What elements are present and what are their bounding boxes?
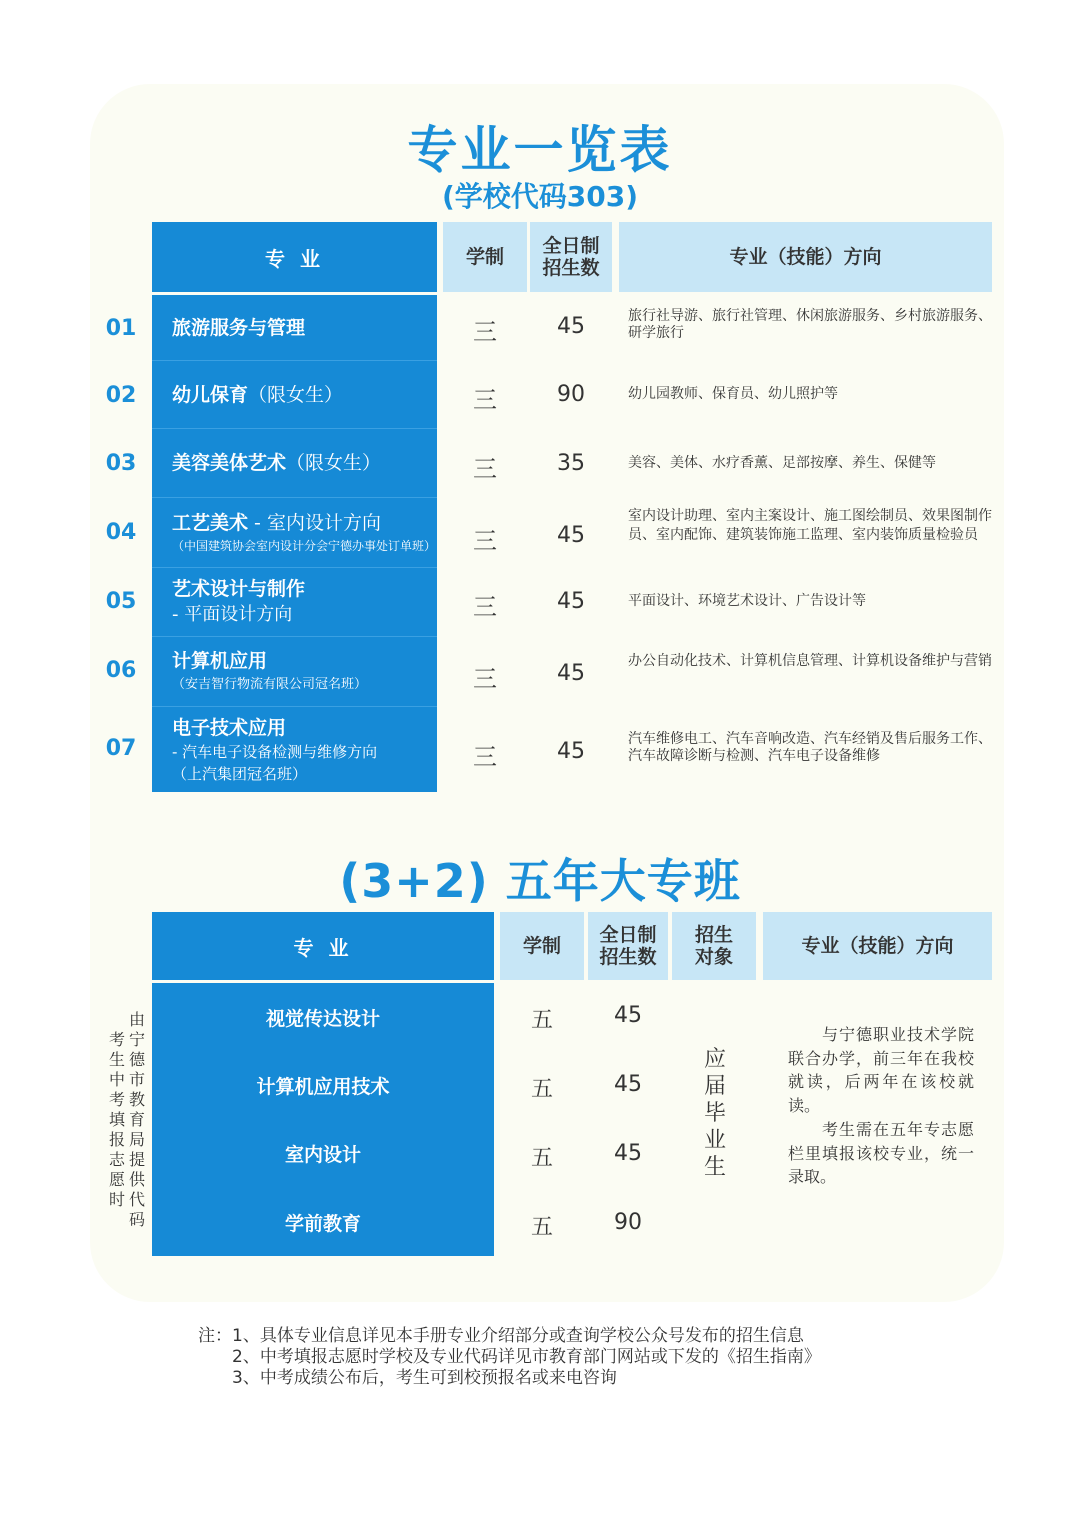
major-sub: - 平面设计方向 [172,604,293,625]
t2-header-major: 专 业 [152,912,494,980]
major-name: 计算机应用 [172,649,268,672]
skill-direction: 美容、美体、水疗香薰、足部按摩、养生、保健等 [628,455,936,471]
row-number: 03 [105,451,137,476]
side-char: 宁 [128,1030,145,1049]
row-number: 04 [105,520,137,545]
row-number: 02 [105,383,137,408]
target-char: 业 [703,1128,726,1153]
major-sub: （中国建筑协会室内设计分会宁德办事处订单班） [172,538,437,553]
t2-major-name: 室内设计 [284,1144,361,1166]
t2-major-name: 计算机应用技术 [256,1075,390,1098]
side-char: 提 [128,1150,145,1169]
target-char: 生 [703,1155,726,1180]
skill-direction: 汽车维修电工、汽车音响改造、汽车经销及售后服务工作、汽车故障诊断与检测、汽车电子设备维修 [628,731,992,764]
duration: 三 [473,318,497,346]
t2-enroll-count: 45 [614,1003,642,1028]
major-name: 电子技术应用 [172,716,287,739]
major-sub2: （上汽集团冠名班） [172,764,308,783]
t2-header-direction: 专业（技能）方向 [763,912,992,980]
enroll-count: 90 [557,382,585,407]
t2-header-target-line2: 对象 [694,946,733,968]
enroll-count: 35 [557,451,585,476]
major-name: 幼儿保育 [172,383,249,406]
t2-enroll-count: 45 [614,1072,642,1097]
side-char: 德 [128,1050,145,1069]
application-desc: 考生需在五年专志愿栏里填报该校专业，统一录取。 [788,1120,974,1186]
row-number: 05 [105,589,137,614]
target-char: 毕 [703,1101,726,1126]
major-note: （限女生） [248,383,344,406]
page-title: 专业一览表 [407,121,673,179]
side-char: 局 [128,1130,145,1149]
t2-enroll-count: 45 [614,1141,642,1166]
t2-header-duration: 学制 [500,912,584,980]
major-sub: - 汽车电子设备检测与维修方向 [172,742,378,761]
side-char: 报 [108,1130,125,1149]
duration: 三 [473,386,497,414]
table-row-major [152,361,437,428]
side-char: 生 [108,1050,125,1069]
duration: 三 [473,743,497,771]
side-note-left-column [108,1030,126,1210]
enroll-target [700,1046,730,1181]
t1-header-major: 专 业 [152,222,437,292]
skill-direction: 旅行社导游、旅行社管理、休闲旅游服务、乡村旅游服务、研学旅行 [628,308,992,341]
footnote-3: 3、中考成绩公布后，考生可到校预报名或来电咨询 [198,1368,617,1388]
side-char: 市 [128,1070,145,1089]
t2-duration: 五 [530,1146,553,1171]
table-row-major [152,429,437,497]
side-char: 代 [128,1190,145,1209]
side-char: 教 [128,1090,145,1109]
table-row-major [152,498,437,567]
enroll-count: 45 [557,739,585,764]
section-title-five-year: (3+2) 五年大专班 [339,854,741,908]
t2-major-name: 视觉传达设计 [265,1007,380,1030]
enroll-count: 45 [557,661,585,686]
skill-direction: 办公自动化技术、计算机信息管理、计算机设备维护与营销 [628,653,992,669]
side-char: 志 [108,1150,125,1169]
joint-program-desc: 与宁德职业技术学院联合办学，前三年在我校就读，后两年在该校就读。 [788,1025,974,1115]
t2-header-enroll-line1: 全日制 [599,924,657,946]
t1-header-duration: 学制 [443,222,527,292]
side-char: 时 [108,1190,125,1209]
skill-direction: 幼儿园教师、保育员、幼儿照护等 [628,386,838,402]
enroll-count: 45 [557,589,585,614]
table-row-major [152,568,437,636]
t1-header-enroll-line1: 全日制 [542,235,600,257]
major-name: 工艺美术 [172,511,249,534]
skill-direction: 平面设计、环境艺术设计、广告设计等 [628,593,866,609]
t2-major-name: 学前教育 [284,1212,361,1235]
t2-duration: 五 [530,1077,553,1102]
t1-header-enroll [530,222,612,292]
table-row-major [152,637,437,706]
major-name: 美容美体艺术 [172,452,287,474]
major-note: - 室内设计方向 [248,511,381,534]
duration: 三 [473,593,497,621]
duration: 三 [473,455,497,483]
t2-header-target-line1: 招生 [694,924,733,946]
duration: 三 [473,527,497,555]
major-sub: （安吉智行物流有限公司冠名班） [172,676,368,692]
side-char: 考 [108,1090,125,1109]
side-char: 育 [128,1110,145,1129]
major-name: 艺术设计与制作 [172,578,306,600]
footnotes [198,1326,821,1389]
side-char: 考 [108,1030,125,1049]
row-number: 01 [105,316,137,341]
t2-header-enroll [588,912,668,980]
t2-header-enroll-line2: 招生数 [599,946,657,968]
t2-duration: 五 [530,1215,553,1240]
t1-header-direction: 专业（技能）方向 [619,222,992,292]
side-char: 中 [108,1070,125,1089]
footnote-2: 2、中考填报志愿时学校及专业代码详见市教育部门网站或下发的《招生指南》 [198,1347,821,1367]
side-char: 由 [128,1010,145,1029]
table-row-major [152,295,437,360]
target-char: 应 [703,1047,726,1072]
row-number: 06 [105,658,137,683]
side-char: 愿 [108,1170,125,1189]
enroll-count: 45 [557,314,585,339]
target-char: 届 [703,1074,726,1099]
t2-header-target [672,912,756,980]
side-char: 填 [108,1110,125,1129]
t1-header-enroll-line2: 招生数 [542,257,600,279]
enroll-count: 45 [557,523,585,548]
table-row-major [152,707,437,792]
footnote-1: 注：1、具体专业信息详见本手册专业介绍部分或查询学校公众号发布的招生信息 [198,1326,804,1346]
duration: 三 [473,665,497,693]
major-name: 旅游服务与管理 [172,316,306,339]
side-char: 供 [128,1170,145,1189]
t2-enroll-count: 90 [614,1210,642,1235]
skill-direction: 室内设计助理、室内主案设计、施工图绘制员、效果图制作员、室内配饰、建筑装饰施工监理、室内装饰质量检验员 [628,508,992,543]
school-code-subtitle: (学校代码303) [441,180,639,213]
side-char: 码 [128,1210,145,1229]
row-number: 07 [105,736,137,761]
t2-duration: 五 [530,1008,553,1033]
side-note-right-column [128,1010,146,1230]
major-note: （限女生） [286,452,382,474]
